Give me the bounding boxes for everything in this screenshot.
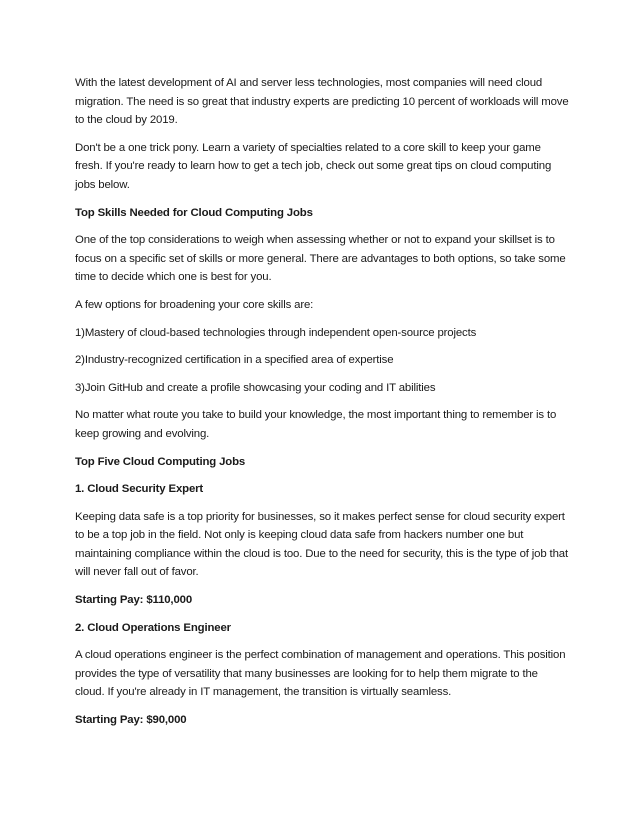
job-1-title: 1. Cloud Security Expert <box>75 483 204 496</box>
job-1-pay: Starting Pay: $110,000 <box>75 594 193 607</box>
advice-paragraph: Don't be a one trick pony. Learn a variety of specialties related to a core skill to keep your game fresh. If you're ready to learn how to get a tech job, check out some great tips on cloud computing jobs below. <box>75 141 552 191</box>
option-item-1: 1)Mastery of cloud-based technologies through independent open-source projects <box>75 326 477 339</box>
growth-paragraph: No matter what route you take to build your knowledge, the most important thing to remember is to keep growing and evolving. <box>75 409 557 440</box>
option-item-3: 3)Join GitHub and create a profile showcasing your coding and IT abilities <box>75 381 436 394</box>
job-2-pay: Starting Pay: $90,000 <box>75 714 187 727</box>
job-2-title: 2. Cloud Operations Engineer <box>75 621 231 634</box>
intro-paragraph: With the latest development of AI and server less technologies, most companies will need cloud migration. The need is so great that industry experts are predicting 10 percent of workloads will move to the cloud by 2019. <box>75 77 569 127</box>
skills-paragraph: One of the top considerations to weigh when assessing whether or not to expand your skillset is to focus on a specific set of skills or more general. There are advantages to both options, so take some time to decide which one is best for you. <box>75 234 566 284</box>
jobs-heading: Top Five Cloud Computing Jobs <box>75 455 246 468</box>
document-page <box>75 74 570 739</box>
options-intro: A few options for broadening your core skills are: <box>75 298 314 311</box>
option-item-2: 2)Industry-recognized certification in a specified area of expertise <box>75 354 394 367</box>
skills-heading: Top Skills Needed for Cloud Computing Jobs <box>75 206 313 219</box>
job-2-description: A cloud operations engineer is the perfect combination of management and operations. This position provides the type of versatility that many businesses are looking for to help them migrate to the cloud. If you're already in IT management, the transition is virtually seamless. <box>75 649 566 699</box>
job-1-description: Keeping data safe is a top priority for businesses, so it makes perfect sense for cloud security expert to be a top job in the field. Not only is keeping cloud data safe from hackers number one but maintaining compliance within the cloud is too. Due to the need for security, this is the type of job that will never fall out of favor. <box>75 510 568 579</box>
